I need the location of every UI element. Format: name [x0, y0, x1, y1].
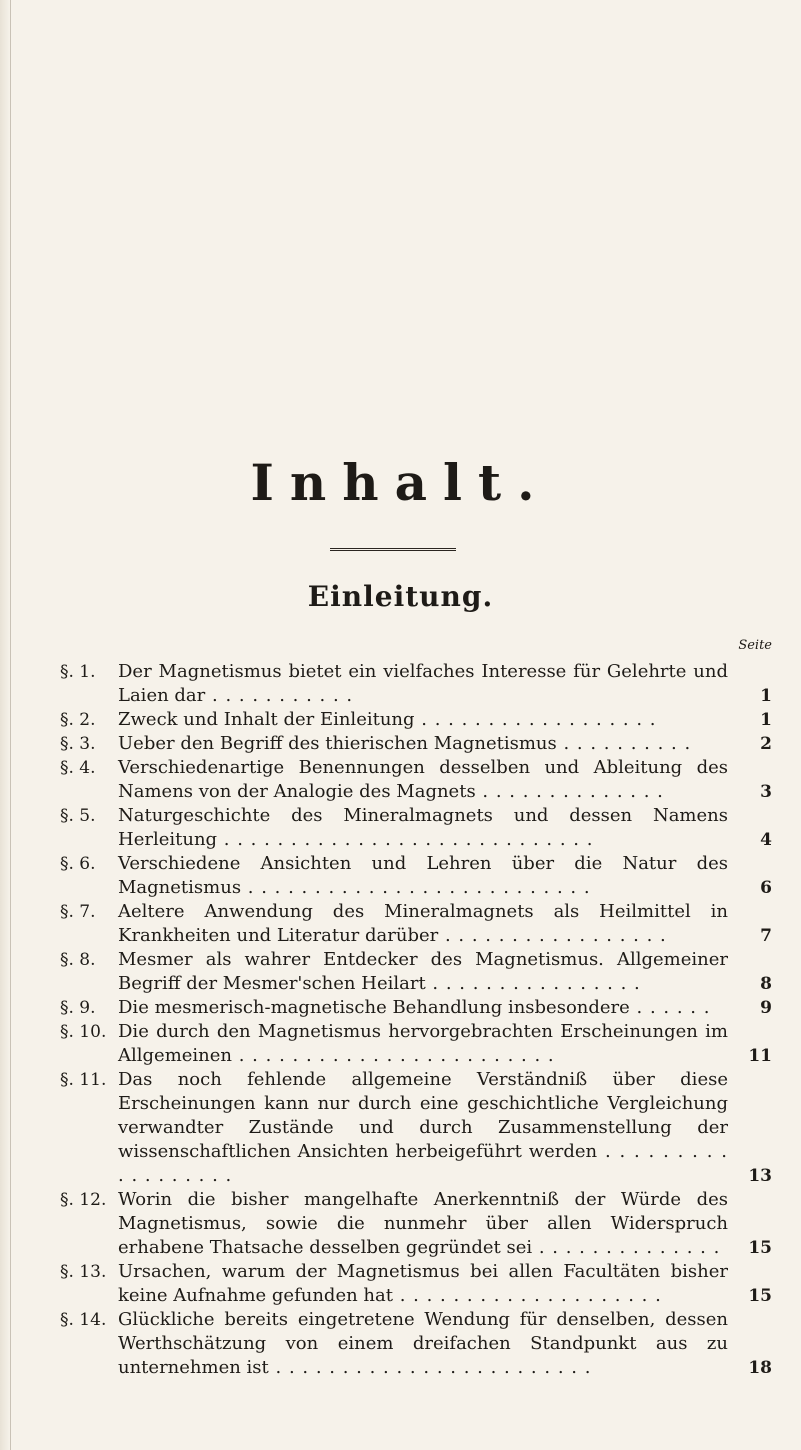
paragraph-number: §. 5. [60, 806, 96, 826]
page-edge [0, 0, 11, 1450]
entry-text: Mesmer als wahrer Entdecker des Magnetismus. Allgemeiner Begriff der Mesmer'schen Heilart [118, 949, 728, 994]
entry-text: Verschiedenartige Benennungen desselben und Ableitung des Namens von der Analogie des Magnets [118, 757, 728, 802]
toc-entry: §. 7. Aeltere Anwendung des Mineralmagnets als Heilmittel in Krankheiten und Literatur darüber . . . . . . . . . . . . . . . . . 7 [60, 901, 772, 946]
paragraph-number: §. 2. [60, 710, 96, 730]
toc-entry: §. 1. Der Magnetismus bietet ein vielfaches Interesse für Gelehrte und Laien dar . . . . . . . . . . . 1 [60, 661, 772, 706]
page-column-label: Seite [738, 638, 772, 653]
heading-rule [330, 548, 456, 551]
page-number: 3 [760, 782, 772, 802]
entry-text: Ueber den Begriff des thierischen Magnetismus [118, 733, 557, 754]
toc-entry: §. 4. Verschiedenartige Benennungen desselben und Ableitung des Namens von der Analogie des Magnets . . . . . . . . . . . . . . 3 [60, 757, 772, 802]
toc-entry: §. 5. Naturgeschichte des Mineralmagnets und dessen Namens Herleitung . . . . . . . . . . . . . . . . . . . . . . . . . . . . 4 [60, 805, 772, 850]
page-number: 11 [748, 1046, 772, 1066]
entry-text: Worin die bisher mangelhafte Anerkenntniß der Würde des Magnetismus, sowie die nunmehr über allen Widerspruch erhabene Thatsache desselben gegründet sei [118, 1189, 728, 1258]
toc-entry: §. 3. Ueber den Begriff des thierischen Magnetismus . . . . . . . . . . 2 [60, 733, 772, 754]
paragraph-number: §. 11. [60, 1070, 107, 1090]
paragraph-number: §. 12. [60, 1190, 107, 1210]
paragraph-number: §. 1. [60, 662, 96, 682]
toc-entry: §. 11. Das noch fehlende allgemeine Verständniß über diese Erscheinungen kann nur durch eine geschichtliche Vergleichung verwandter Zustände und durch Zusammenstellung der wissenschaftlichen Ansichten herbeigeführt werden . . . . . . . . . . . . . . . . . . 13 [60, 1069, 772, 1186]
entry-text: Glückliche bereits eingetretene Wendung für denselben, dessen Werthschätzung von einem dreifachen Standpunkt aus zu unternehmen ist [118, 1309, 728, 1378]
toc-entry: §. 13. Ursachen, warum der Magnetismus bei allen Facultäten bisher keine Aufnahme gefunden hat . . . . . . . . . . . . . . . . . . . . 15 [60, 1261, 772, 1306]
entry-text: Das noch fehlende allgemeine Verständniß über diese Erscheinungen kann nur durch eine geschichtliche Vergleichung verwandter Zustände und durch Zusammenstellung der wissenschaftlichen Ansichten herbeigeführt werden [118, 1069, 728, 1162]
paragraph-number: §. 6. [60, 854, 96, 874]
page-number: 1 [760, 710, 772, 730]
toc-entry: §. 6. Verschiedene Ansichten und Lehren über die Natur des Magnetismus . . . . . . . . . . . . . . . . . . . . . . . . . . 6 [60, 853, 772, 898]
toc-entry: §. 14. Glückliche bereits eingetretene Wendung für denselben, dessen Werthschätzung von einem dreifachen Standpunkt aus zu unternehmen ist . . . . . . . . . . . . . . . . . . . . . . . . 18 [60, 1309, 772, 1378]
paragraph-number: §. 4. [60, 758, 96, 778]
entry-text: Zweck und Inhalt der Einleitung [118, 709, 415, 730]
entry-text: Die mesmerisch-magnetische Behandlung insbesondere [118, 997, 630, 1018]
page-number: 4 [760, 830, 772, 850]
section-title: Einleitung. [307, 580, 494, 613]
page-number: 1 [760, 686, 772, 706]
paragraph-number: §. 8. [60, 950, 96, 970]
page-number: 2 [760, 734, 772, 754]
page-heading: Inhalt. [250, 453, 551, 512]
paragraph-number: §. 13. [60, 1262, 107, 1282]
entry-text: Ursachen, warum der Magnetismus bei allen Facultäten bisher keine Aufnahme gefunden hat [118, 1261, 728, 1306]
paragraph-number: §. 14. [60, 1310, 107, 1330]
entry-text: Aeltere Anwendung des Mineralmagnets als Heilmittel in Krankheiten und Literatur darüber [118, 901, 728, 946]
entry-text: Verschiedene Ansichten und Lehren über die Natur des Magnetismus [118, 853, 728, 898]
page-number: 8 [760, 974, 772, 994]
entry-text: Naturgeschichte des Mineralmagnets und dessen Namens Herleitung [118, 805, 728, 850]
entry-text: Der Magnetismus bietet ein vielfaches Interesse für Gelehrte und Laien dar [118, 661, 728, 706]
entry-text: Die durch den Magnetismus hervorgebrachten Erscheinungen im Allgemeinen [118, 1021, 728, 1066]
toc-entry: §. 12. Worin die bisher mangelhafte Anerkenntniß der Würde des Magnetismus, sowie die nunmehr über allen Widerspruch erhabene Thatsache desselben gegründet sei . . . . . . . . . . . . . . 15 [60, 1189, 772, 1258]
page-number: 15 [748, 1286, 772, 1306]
page-number: 7 [760, 926, 772, 946]
page-number: 9 [760, 998, 772, 1018]
page-number: 15 [748, 1238, 772, 1258]
page-number: 13 [748, 1166, 772, 1186]
toc-entry: §. 2. Zweck und Inhalt der Einleitung . . . . . . . . . . . . . . . . . . 1 [60, 709, 772, 730]
page-number: 18 [748, 1358, 772, 1378]
paragraph-number: §. 10. [60, 1022, 107, 1042]
paragraph-number: §. 9. [60, 998, 96, 1018]
table-of-contents [60, 660, 774, 1380]
paragraph-number: §. 3. [60, 734, 96, 754]
toc-entry: §. 10. Die durch den Magnetismus hervorgebrachten Erscheinungen im Allgemeinen . . . . . . . . . . . . . . . . . . . . . . . . 11 [60, 1021, 772, 1066]
toc-entry: §. 8. Mesmer als wahrer Entdecker des Magnetismus. Allgemeiner Begriff der Mesmer'schen Heilart . . . . . . . . . . . . . . . . 8 [60, 949, 772, 994]
toc-entry: §. 9. Die mesmerisch-magnetische Behandlung insbesondere . . . . . . 9 [60, 997, 772, 1018]
page-number: 6 [760, 878, 772, 898]
paragraph-number: §. 7. [60, 902, 96, 922]
